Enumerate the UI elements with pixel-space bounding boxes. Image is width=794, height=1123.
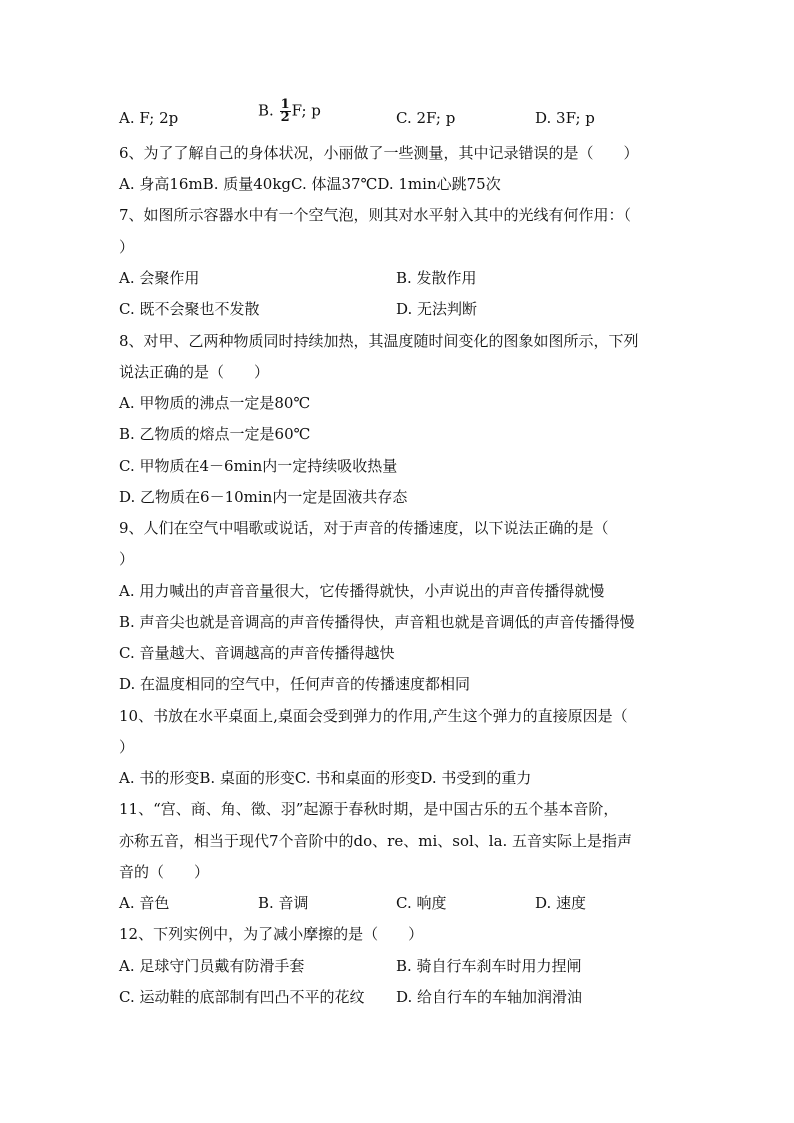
q11-option-c: C. 响度 [396,894,447,912]
q8-option-c: C. 甲物质在4－6min内一定持续吸收热量 [119,457,398,475]
q10-stem-line2: ） [119,738,135,756]
q11-stem-line1: 11、“宫、商、角、徵、羽”起源于春秋时期，是中国古乐的五个基本音阶， [119,800,619,818]
q5-option-b-rest: F; p [291,101,321,120]
q8-stem-line1: 8、对甲、乙两种物质同时持续加热，其温度随时间变化的图象如图所示，下列 [119,332,639,350]
q7-option-c: C. 既不会聚也不发散 [119,300,260,318]
q12-option-b: B. 骑自行车刹车时用力捏闸 [396,957,582,975]
q11-stem-line3: 音的（ ） [119,863,210,881]
fraction-one-half [280,99,291,124]
q11-option-b: B. 音调 [258,894,309,912]
fraction-denominator: 2 [280,110,290,125]
q7-stem-line1: 7、如图所示容器水中有一个空气泡，则其对水平射入其中的光线有何作用：（ [119,206,632,224]
fraction-numerator: 1 [280,97,290,112]
q10-stem-line1: 10、书放在水平桌面上,桌面会受到弹力的作用,产生这个弹力的直接原因是（ [119,707,628,725]
q9-option-c: C. 音量越大、音调越高的声音传播得越快 [119,644,395,662]
q5-option-c: C. 2F; p [396,109,456,127]
q7-stem-line2: ） [119,238,135,256]
q11-stem-line2: 亦称五音，相当于现代7个音阶中的do、re、mi、sol、la. 五音实际上是指声 [119,832,633,850]
q8-option-b: B. 乙物质的熔点一定是60℃ [119,425,311,443]
q5-option-b-label: B. [258,101,279,120]
q12-stem: 12、下列实例中，为了减小摩擦的是（ ） [119,925,424,943]
q5-option-a: A. F; 2p [119,109,179,127]
q9-stem-line2: ） [119,550,135,568]
q8-option-d: D. 乙物质在6－10min内一定是固液共存态 [119,488,408,506]
q6-options: A. 身高16mB. 质量40kgC. 体温37℃D. 1min心跳75次 [119,175,501,193]
q9-stem-line1: 9、人们在空气中唱歌或说话，对于声音的传播速度，以下说法正确的是（ [119,519,609,537]
q9-option-b: B. 声音尖也就是音调高的声音传播得快，声音粗也就是音调低的声音传播得慢 [119,613,635,631]
q8-option-a: A. 甲物质的沸点一定是80℃ [119,394,311,412]
q9-option-a: A. 用力喊出的声音音量很大，它传播得就快，小声说出的声音传播得就慢 [119,582,605,600]
q5-option-d: D. 3F; p [535,109,595,127]
q10-options: A. 书的形变B. 桌面的形变C. 书和桌面的形变D. 书受到的重力 [119,769,532,787]
q12-option-d: D. 给自行车的车轴加润滑油 [396,988,583,1006]
q12-option-c: C. 运动鞋的底部制有凹凸不平的花纹 [119,988,365,1006]
q7-option-b: B. 发散作用 [396,269,477,287]
q12-option-a: A. 足球守门员戴有防滑手套 [119,957,305,975]
q9-option-d: D. 在温度相同的空气中，任何声音的传播速度都相同 [119,675,471,693]
q6-stem: 6、为了了解自己的身体状况，小丽做了一些测量，其中记录错误的是（ ） [119,144,639,162]
q11-option-d: D. 速度 [535,894,587,912]
q5-option-b [258,99,321,124]
q7-option-a: A. 会聚作用 [119,269,200,287]
q7-option-d: D. 无法判断 [396,300,478,318]
q8-stem-line2: 说法正确的是（ ） [119,363,270,381]
q11-option-a: A. 音色 [119,894,170,912]
